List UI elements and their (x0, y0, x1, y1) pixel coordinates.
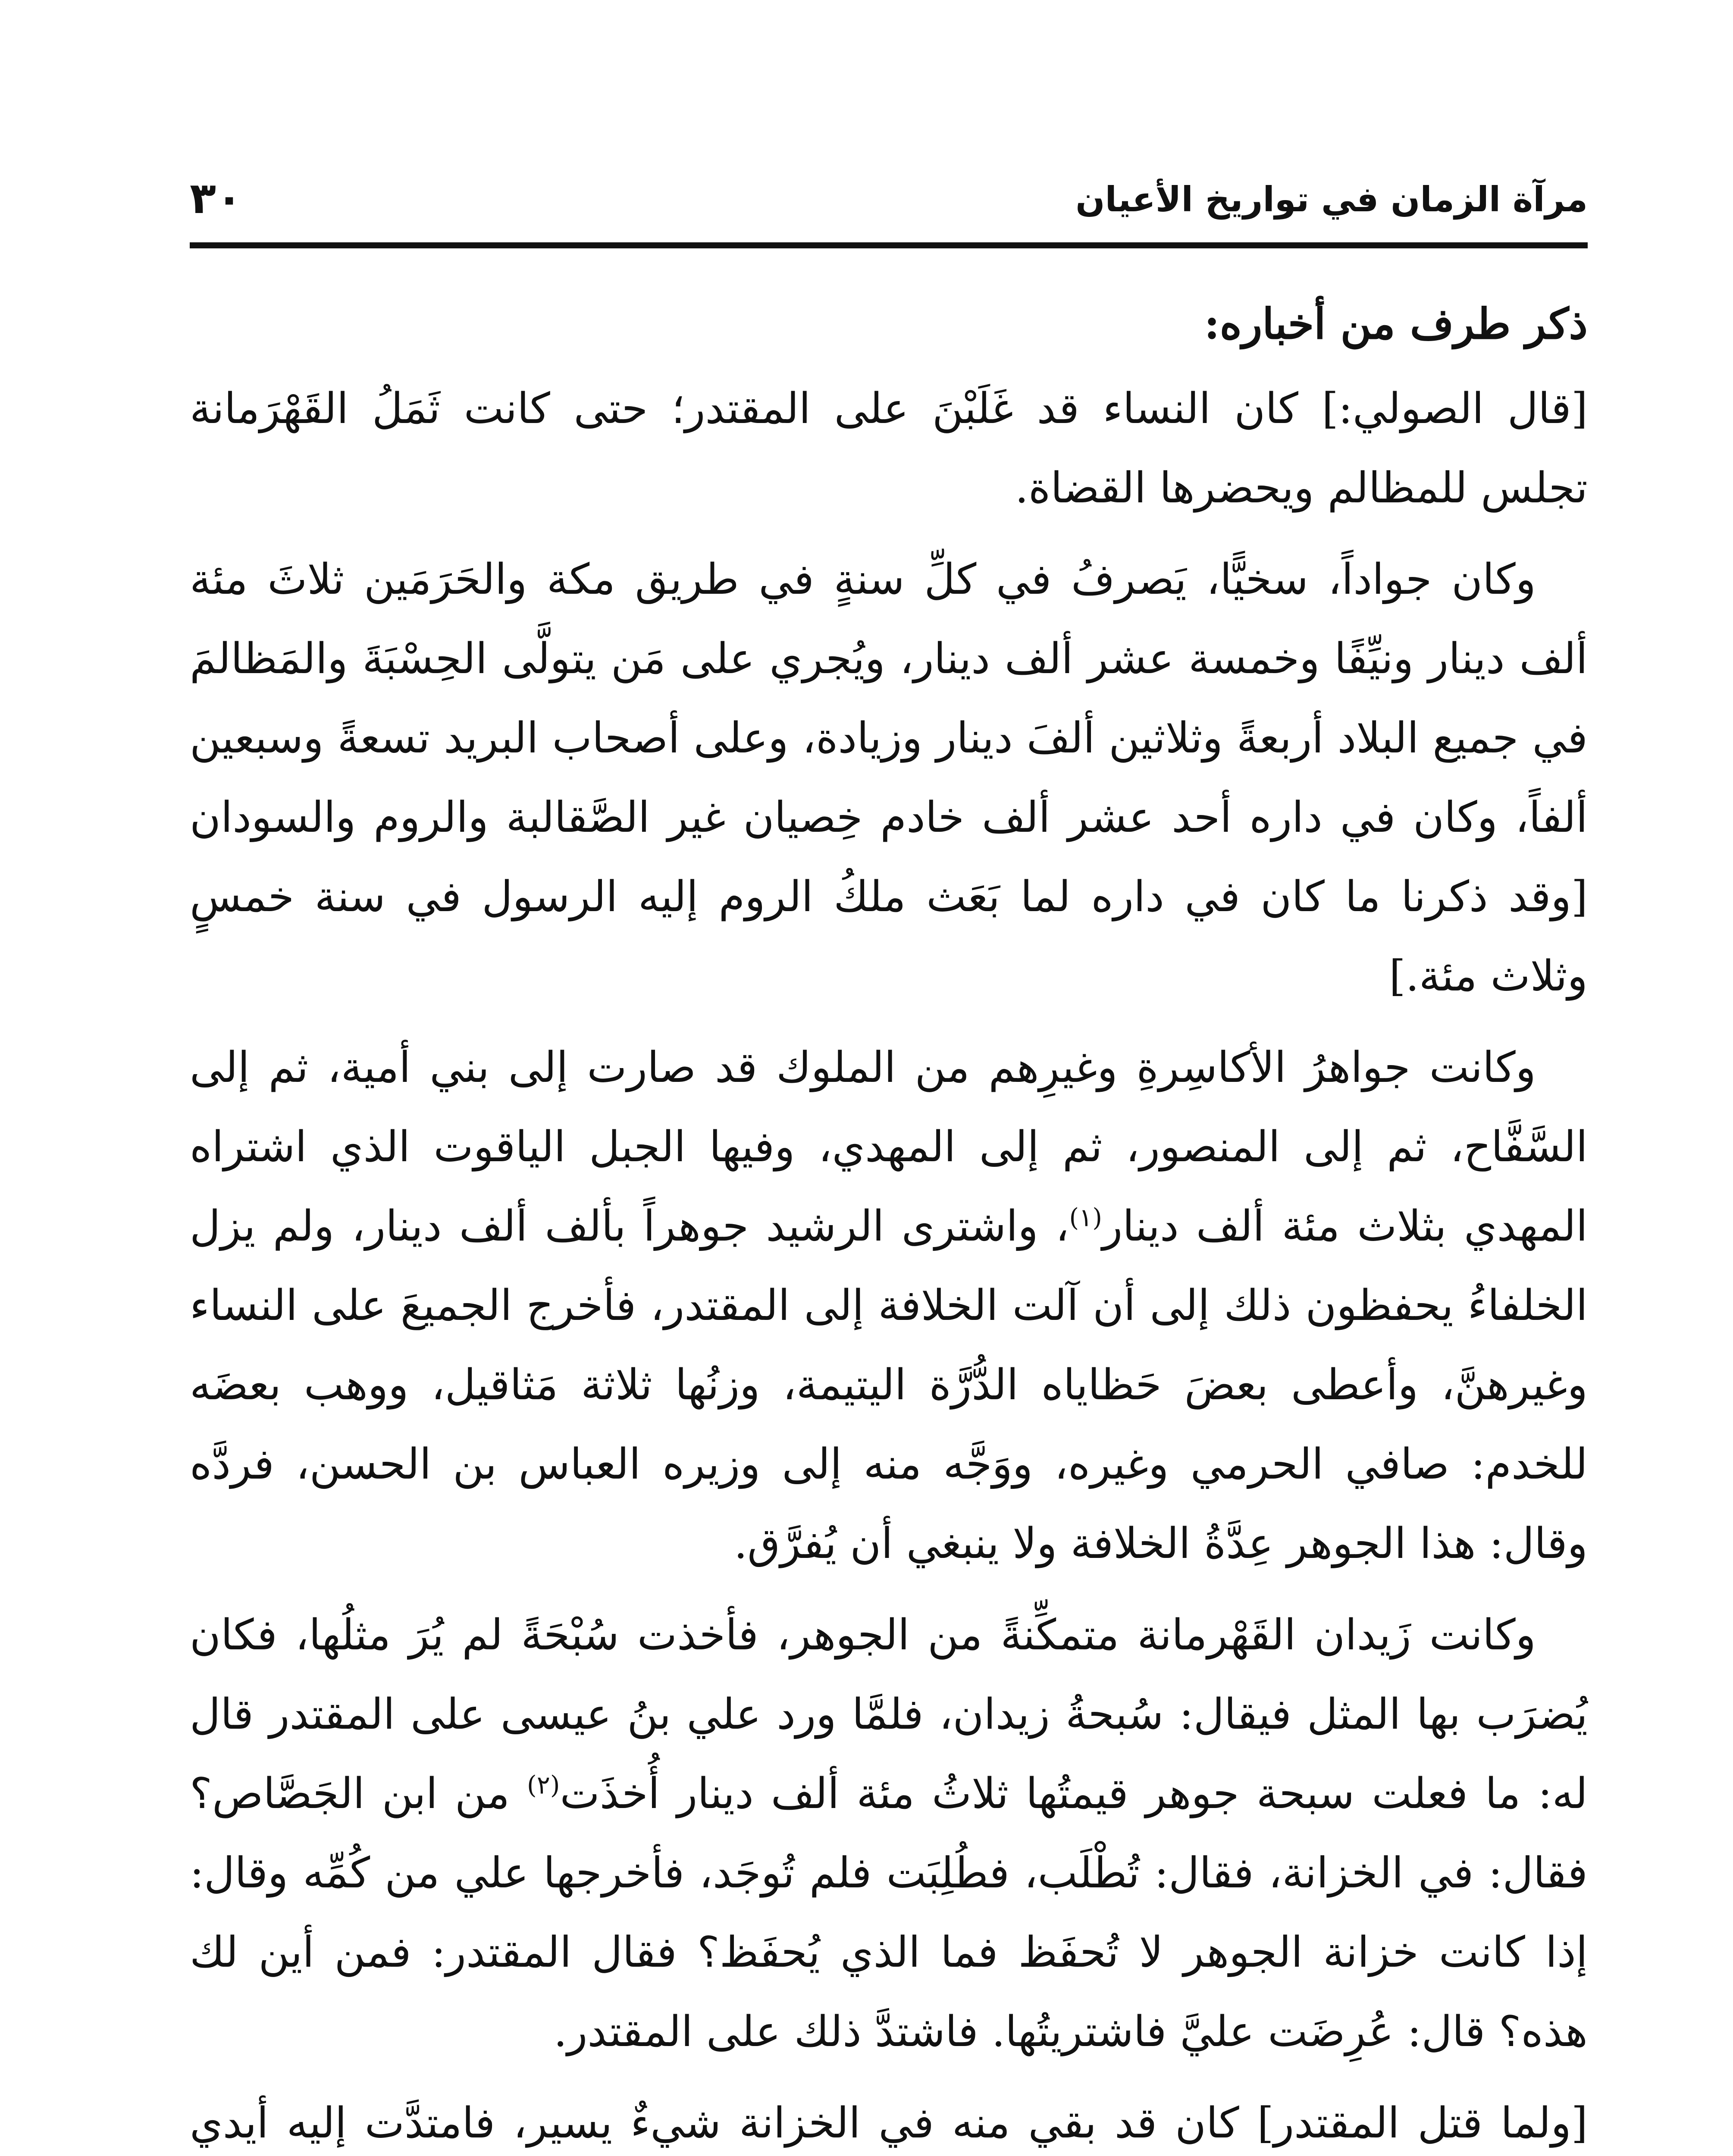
paragraph: [ولما قتل المقتدر] كان قد بقي منه في الخزانة شيءٌ يسير، فامتدَّت إليه أيدي (190, 2099, 1588, 2148)
paragraph (190, 1028, 1588, 1583)
page-header (190, 172, 1588, 229)
paragraph: وكان جواداً، سخيًّا، يَصرفُ في كلِّ سنةٍ في طريق مكة والحَرَمَين ثلاثَ مئة ألف دينار ونيِّفًا وخمسة عشر ألف دينار، ويُجري على مَن يتولَّى الحِسْبَةَ والمَظالمَ في جميع البلاد أربعةً وثلاثين ألفَ دينار وزيادة، وعلى أصحاب البريد تسعةً وسبعين ألفاً، وكان في داره أحد عشر ألف خادم خِصيان غير الصَّقالبة والروم والسودان [وقد ذكرنا ما كان في داره لما بَعَث ملكُ الروم إليه الرسول في سنة خمسٍ وثلاث مئة.] (190, 555, 1588, 1001)
paragraph-text: ، واشترى الرشيد جوهراً بألف ألف دينار، ولم يزل الخلفاءُ يحفظون ذلك إلى أن آلت الخلافة إلى المقتدر، فأخرج الجميعَ على النساء وغيرهنَّ، وأعطى بعضَ حَظاياه الدُّرَّة اليتيمة، وزنُها ثلاثة مَثاقيل، ووهب بعضَه للخدم: صافي الحرمي وغيره، ووَجَّه منه إلى وزيره العباس بن الحسن، فردَّه وقال: هذا الجوهر عِدَّةُ الخلافة ولا ينبغي أن يُفرَّق. (190, 1202, 1588, 1568)
paragraph: [قال الصولي:] كان النساء قد غَلَبْنَ على المقتدر؛ حتى كانت ثَمَلُ القَهْرَمانة تجلس للمظالم ويحضرها القضاة. (190, 384, 1588, 513)
paragraph-text: وكانت زَيدان القَهْرمانة متمكِّنةً من الجوهر، فأخذت سُبْحَةً لم يُرَ مثلُها، فكان يُضرَب بها المثل فيقال: سُبحةُ زيدان، فلمَّا ورد علي بنُ عيسى على المقتدر قال له: ما فعلت سبحة جوهر قيمتُها ثلاثُ مئة ألف دينار أُخذَت (190, 1611, 1588, 1818)
footnote-ref-1: (١) (1069, 1203, 1102, 1232)
footnote-ref-2: (٢) (527, 1770, 560, 1800)
page-number: ٣٠ (190, 173, 243, 223)
paragraph (190, 1595, 1588, 2071)
header-rule (190, 242, 1588, 248)
book-title: مرآة الزمان في تواريخ الأعيان (1075, 179, 1588, 219)
section-heading: ذكر طرف من أخباره: (1204, 299, 1588, 349)
paragraph-text: من ابن الجَصَّاص؟ فقال: في الخزانة، فقال: تُطْلَب، فطُلِبَت فلم تُوجَد، فأخرجها علي من كُمِّه وقال: إذا كانت خزانة الجوهر لا تُحفَظ فما الذي يُحفَظ؟ فقال المقتدر: فمن أين لك هذه؟ قال: عُرِضَت عليَّ فاشتريتُها. فاشتدَّ ذلك على المقتدر. (190, 1769, 1588, 2056)
paragraph-text: وكانت جواهرُ الأكاسِرةِ وغيرِهم من الملوك قد صارت إلى بني أمية، ثم إلى السَّفَّاح، ثم إلى المنصور، ثم إلى المهدي، وفيها الجبل الياقوت الذي اشتراه المهدي بثلاث مئة ألف دينار (190, 1043, 1588, 1251)
main-text (190, 285, 1588, 2156)
